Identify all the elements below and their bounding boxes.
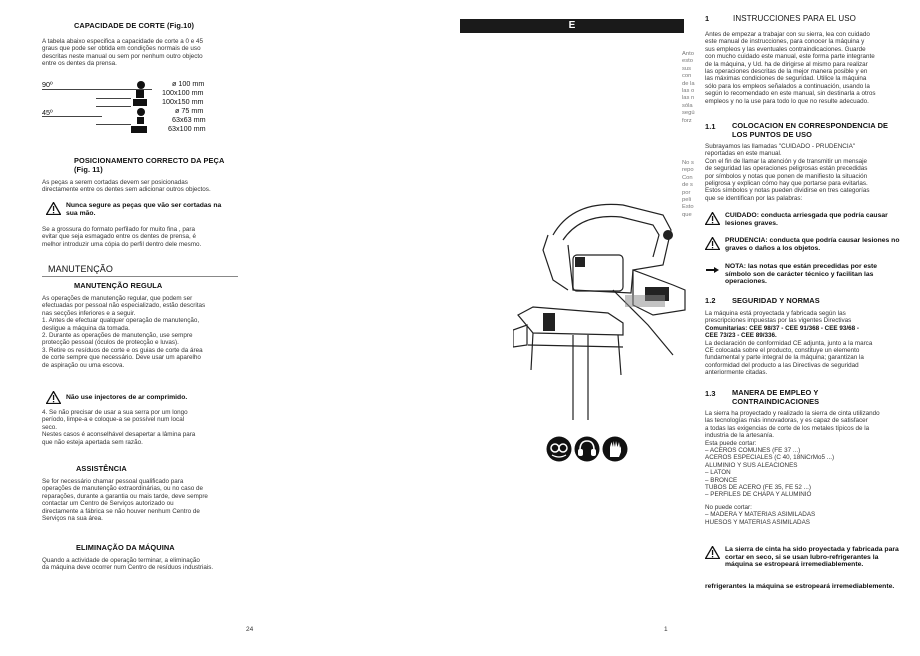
text-line: Se a grossura do formato perfilado for muito fina , para xyxy=(42,226,195,233)
text-line: este manual de instrucciones, para conocer la máquina y xyxy=(705,38,865,46)
text-line: Subrayamos las llamadas "CUIDADO - PRUDENCIA" xyxy=(705,143,856,150)
capacity-row: 63x63 mm xyxy=(172,115,206,124)
text-line: ALUMINIO Y SUS ALEACIONES xyxy=(705,461,798,469)
text-line: prescripciones impuestas por las vigentes Directivas xyxy=(705,317,852,325)
text-line: ACEROS ESPECIALES (C 40, 18NiCrMo5 ...) xyxy=(705,454,835,462)
rect-bar-shape xyxy=(133,99,147,106)
text-line: sus empleos y las eventuales contraindicaciones. Guarde xyxy=(705,45,866,53)
text-line: La sierra ha proyectado y realizado la sierra de cinta utilizando xyxy=(705,410,880,417)
text-line: por símbolos y notas que ponen de manifiesto la situación xyxy=(705,172,868,180)
bleed-through-text: No s repo Con de s por peli Esto que xyxy=(682,160,694,218)
warning-text: Nunca segure as peças que vão ser cortadas na sua mão. xyxy=(66,202,222,217)
warning-text: Não use injectores de ar comprimido. xyxy=(66,394,188,401)
text-line: operações de manutenção extraordinárias, ou no caso de xyxy=(42,485,204,493)
overprint-fragment: refrigerantes la máquina se estropeará irremediablemente. xyxy=(705,583,895,590)
page-number: 1 xyxy=(664,626,668,633)
text-line: graus que pode ser obtida em condições normais de uso xyxy=(42,45,201,53)
text-line: – ACEROS COMUNES (FE 37 ...) xyxy=(705,447,801,455)
text-line: Estos símbolos y notas pueden dividirse en tres categorías xyxy=(705,187,870,195)
text-line: descritas neste manual ou sem por nenhum outro objecto xyxy=(42,52,203,60)
note-text: NOTA: las notas que están precedidas por este símbolo son de carácter técnico y facilitan las operaciones. xyxy=(725,263,878,286)
text-line: según lo recomendado en este manual, sin destinarla a otros xyxy=(705,90,876,98)
assistance-title: ASSISTÊNCIA xyxy=(76,464,127,473)
text-line: peligrosa y explican cómo hay que portarse para evitarlas. xyxy=(705,180,868,188)
positioning-subtitle: (Fig. 11) xyxy=(74,165,103,174)
text-line: Se for necessário chamar pessoal qualificado para xyxy=(42,478,184,485)
text-line: A tabela abaixo especifica a capacidade de corte a 0 e 45 xyxy=(42,38,204,45)
section-number: 1.3 xyxy=(705,389,716,398)
disposal-title: ELIMINAÇÃO DA MÁQUINA xyxy=(76,543,175,552)
text-line: Quando a actividade de operação terminar, a eliminação xyxy=(42,557,200,564)
round-bar-shape xyxy=(137,81,145,89)
text-line: directamente entre os dentes sem adicionar outros objectos. xyxy=(42,186,211,194)
text-line: contactar um Centro de Serviços autorizado ou xyxy=(42,500,174,508)
text-line: de la máquina, y Ud. ha de dirigirse al mismo para realizar xyxy=(705,60,868,68)
text-line: Antes de empezar a trabajar con su sierra, lea con cuidado xyxy=(705,31,870,38)
text-line: No puede cortar: xyxy=(705,503,752,511)
text-line: de aspiração ou uma escova. xyxy=(42,361,125,369)
divider xyxy=(96,124,131,125)
text-line: conformidad del producto a las Directivas de seguridad xyxy=(705,361,859,369)
maintenance-body-2 xyxy=(42,409,238,446)
text-line: nas secções inferiores e a seguir. xyxy=(42,309,136,317)
note-notice xyxy=(705,263,903,286)
text-line: desligue a máquina da tomada. xyxy=(42,324,130,332)
text-line: – PERFILES DE CHAPA Y ALUMINIO xyxy=(705,491,812,499)
text-line: TUBOS DE ACERO (FE 35, FE 52 ...) xyxy=(705,484,812,492)
maintenance-body xyxy=(42,295,238,369)
round-bar-shape xyxy=(137,108,145,116)
text-line: las operaciones descritas de la mejor manera posible y en xyxy=(705,68,868,76)
lubricant-warning xyxy=(705,546,903,569)
section1-title: INSTRUCCIONES PARA EL USO xyxy=(733,14,856,23)
text-line: industria de la artesanía. xyxy=(705,432,774,440)
text-line: efectuadas por pessoal não especializado, estão descritas xyxy=(42,302,206,310)
warning-compressed-air xyxy=(46,391,232,404)
capacity-row: 63x100 mm xyxy=(168,124,206,133)
maintenance-title: MANUTENÇÃO xyxy=(48,264,114,274)
section1-body xyxy=(705,31,903,105)
divider xyxy=(42,116,102,117)
capacity-row: ø 100 mm xyxy=(172,79,205,88)
prudence-notice xyxy=(705,237,903,252)
text-line: Esta puede cortar: xyxy=(705,439,757,447)
lubricant-warning-text: La sierra de cinta ha sido proyectada y fabricada para cortar en seco, si se usan lubro-refrigerantes la máquina se estropeará irremediablemente. xyxy=(725,546,899,569)
positioning-title: POSICIONAMENTO CORRECTO DA PEÇA xyxy=(74,156,225,165)
text-line: protecção pessoal (óculos de protecção e luvas). xyxy=(42,339,179,347)
capacity-row: 100x100 mm xyxy=(162,88,204,97)
divider xyxy=(42,276,238,277)
assistance-body xyxy=(42,478,238,522)
section-number: 1.2 xyxy=(705,296,716,305)
prudence-text: PRUDENCIA: conducta que podría causar lesiones no graves o daños a los objetos. xyxy=(725,237,900,252)
text-line: Comunitarias: CEE 98/37 - CEE 91/368 - CEE 93/68 - xyxy=(705,324,859,332)
section11-body xyxy=(705,143,903,202)
text-line: CE colocada sobre el producto, constituye un elemento xyxy=(705,347,860,355)
text-line: fundamental y parte integral de la máquina; garantizan la xyxy=(705,354,864,362)
capacity-row: ø 75 mm xyxy=(175,106,204,115)
square-bar-shape xyxy=(137,117,144,124)
text-line: las tecnologías más innovadoras, y es capaz de satisfacer xyxy=(705,417,868,425)
disposal-body xyxy=(42,557,238,572)
text-line: que não esteja apertada sem razão. xyxy=(42,438,143,446)
section12-body xyxy=(705,310,903,377)
text-line: da máquina deve ocorrer num Centro de resíduos industriais. xyxy=(42,564,214,572)
text-line: Con el fin de llamar la atención y de transmitir un mensaje xyxy=(705,157,868,165)
text-line: La declaración de conformidad CE adjunta, junto a la marca xyxy=(705,339,873,347)
warning-triangle-icon xyxy=(46,391,61,404)
section-number: 1 xyxy=(705,14,710,23)
text-line: con mucho cuidado este manual, este forma parte integrante xyxy=(705,53,875,61)
text-line: La máquina está proyectada y fabricada según las xyxy=(705,310,846,317)
prudence-warning-icon xyxy=(705,237,720,250)
divider xyxy=(96,98,131,99)
pointing-hand-icon xyxy=(705,263,720,276)
text-line: 4. Se não precisar de usar a sua serra por um longo xyxy=(42,409,188,416)
section13-title: MANERA DE EMPLEO Y CONTRAINDICACIONES xyxy=(732,388,820,406)
capacity-row: 100x150 mm xyxy=(162,97,204,106)
maintenance-regular-title: MANUTENÇÃO REGULA xyxy=(74,281,163,290)
text-line: – MADERA Y MATERIAS ASIMILADAS xyxy=(705,511,816,519)
text-line: 3. Retire os resíduos de corte e os guias de corte da área xyxy=(42,346,203,354)
text-line: CEE 73/23 - CEE 89/336. xyxy=(705,332,777,340)
text-line: sólo para los empleos señalados a continuación, usando la xyxy=(705,82,870,90)
text-line: seco. xyxy=(42,423,58,431)
page-number: 24 xyxy=(246,626,254,633)
text-line: empleos y no la use para todo lo que no resulte adecuado. xyxy=(705,97,869,105)
text-line: melhor introduzir uma cópia do perfil dentro dele mesmo. xyxy=(42,240,202,248)
text-line: reparações, durante a garantia ou mais tarde, deve sempre xyxy=(42,492,208,500)
right-page xyxy=(460,0,920,656)
bleed-through-text: Anto esto sus con de la las o las n sóla segú forz xyxy=(682,51,695,124)
text-line: directamente a fábrica se não houver nenhum Centro de xyxy=(42,507,200,515)
text-line: de corte sempre que necessário. Deve usar um aparelho xyxy=(42,354,201,362)
angle-45-label: 45º xyxy=(42,108,53,117)
text-line: evitar que seja esmagado entre os dentes de prensa, é xyxy=(42,233,197,241)
text-line: As peças a serem cortadas devem ser posicionadas xyxy=(42,179,188,186)
warning-triangle-icon xyxy=(705,212,720,225)
care-text: CUIDADO: conducta arriesgada que podría causar lesiones graves. xyxy=(725,212,888,227)
text-line: las máximas condiciones de seguridad. Utilice la máquina xyxy=(705,75,867,83)
text-line: período, limpe-a e coloque-a se possível num local xyxy=(42,416,185,424)
warning-hands xyxy=(46,202,232,217)
warning-triangle-icon xyxy=(705,546,720,559)
capacity-title: CAPACIDADE DE CORTE (Fig.10) xyxy=(74,21,195,30)
care-notice xyxy=(705,212,903,227)
text-line: anteriormente citadas. xyxy=(705,369,768,377)
section11-title: COLOCACION EN CORRESPONDENCIA DE LOS PUNTOS DE USO xyxy=(732,121,889,139)
text-line: – LATON xyxy=(705,469,731,477)
language-tab: E xyxy=(460,19,684,33)
text-line: Serviços na sua área. xyxy=(42,515,103,523)
text-line: 2. Durante as operações de manutenção, use sempre xyxy=(42,332,193,340)
text-line: As operações de manutenção regular, que podem ser xyxy=(42,295,193,302)
text-line: – BRONCE xyxy=(705,476,738,484)
square-bar-shape xyxy=(136,90,144,98)
section-number: 1.1 xyxy=(705,122,716,131)
rect-bar-shape xyxy=(131,126,147,133)
text-line: Nestes casos é aconselhável desapertar a lâmina para xyxy=(42,431,196,439)
text-line: 1. Antes de efectuar qualquer operação de manutenção, xyxy=(42,317,200,325)
text-line: a todas las exigencias de corte de los metales típicos de la xyxy=(705,424,870,432)
text-line: HUESOS Y MATERIAS ASIMILADAS xyxy=(705,518,810,526)
angle-90-label: 90º xyxy=(42,80,53,89)
text-line: entre os dentes da prensa. xyxy=(42,60,117,68)
positioning-body-2 xyxy=(42,226,238,248)
positioning-body xyxy=(42,179,238,194)
text-line: que se identifican por las palabras: xyxy=(705,194,803,202)
section13-body xyxy=(705,410,903,526)
section12-title: SEGURIDAD Y NORMAS xyxy=(732,296,820,305)
divider xyxy=(96,106,131,107)
text-line: reportadas en este manual. xyxy=(705,150,782,158)
capacity-intro xyxy=(42,38,238,68)
warning-triangle-icon xyxy=(46,202,61,215)
text-line: de seguridad las operaciones peligrosas están precedidas xyxy=(705,165,868,173)
